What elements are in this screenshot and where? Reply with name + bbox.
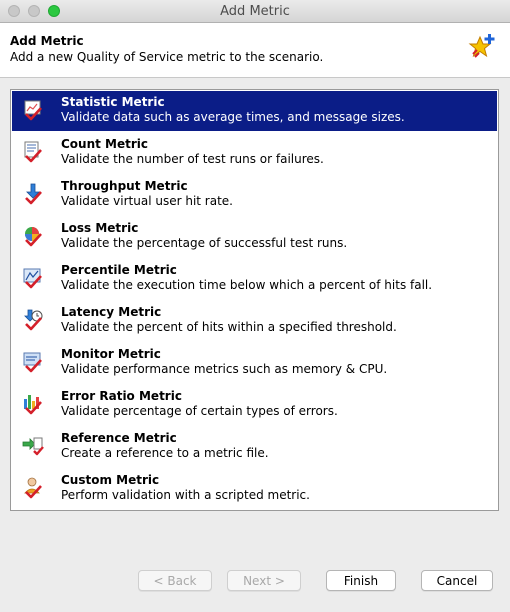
latency-clock-icon <box>22 309 44 331</box>
list-item-latency-metric[interactable] <box>12 301 497 341</box>
count-list-icon <box>22 141 44 163</box>
list-item-reference-metric[interactable] <box>12 427 497 467</box>
list-item-monitor-metric[interactable] <box>12 343 497 383</box>
metric-name: Error Ratio Metric <box>61 389 182 403</box>
statistic-chart-icon <box>22 99 44 121</box>
metric-name: Custom Metric <box>61 473 160 487</box>
error-ratio-bars-icon <box>22 393 44 415</box>
throughput-arrow-icon <box>22 183 44 205</box>
metric-description: Validate the percent of hits within a specified threshold. <box>61 320 397 334</box>
header-subtitle: Add a new Quality of Service metric to the scenario. <box>10 50 324 64</box>
finish-button[interactable]: Finish <box>326 570 396 591</box>
loss-pie-icon <box>22 225 44 247</box>
reference-link-icon <box>22 435 44 457</box>
metric-name: Percentile Metric <box>61 263 177 277</box>
custom-user-icon <box>22 477 44 499</box>
wizard-header <box>0 23 510 78</box>
metric-type-list[interactable] <box>10 89 499 511</box>
list-item-percentile-metric[interactable] <box>12 259 497 299</box>
list-item-throughput-metric[interactable] <box>12 175 497 215</box>
header-title: Add Metric <box>10 34 84 48</box>
metric-description: Validate percentage of certain types of errors. <box>61 404 338 418</box>
metric-description: Validate virtual user hit rate. <box>61 194 233 208</box>
metric-description: Validate data such as average times, and message sizes. <box>61 110 405 124</box>
metric-description: Validate the execution time below which a percent of hits fall. <box>61 278 433 292</box>
window-title: Add Metric <box>220 4 290 19</box>
metric-description: Validate the number of test runs or failures. <box>61 152 324 166</box>
back-button[interactable]: < Back <box>138 570 212 591</box>
title-bar[interactable] <box>0 0 510 23</box>
metric-description: Perform validation with a scripted metric. <box>61 488 310 502</box>
cancel-button[interactable]: Cancel <box>421 570 493 591</box>
metric-name: Loss Metric <box>61 221 139 235</box>
metric-name: Count Metric <box>61 137 149 151</box>
next-button[interactable]: Next > <box>227 570 301 591</box>
list-item-statistic-metric[interactable] <box>12 91 497 131</box>
metric-name: Statistic Metric <box>61 95 165 109</box>
percentile-chart-icon <box>22 267 44 289</box>
list-item-count-metric[interactable] <box>12 133 497 173</box>
metric-name: Latency Metric <box>61 305 162 319</box>
list-item-error-ratio-metric[interactable] <box>12 385 497 425</box>
metric-name: Monitor Metric <box>61 347 161 361</box>
list-item-loss-metric[interactable] <box>12 217 497 257</box>
metric-name: Reference Metric <box>61 431 177 445</box>
metric-name: Throughput Metric <box>61 179 188 193</box>
metric-description: Validate performance metrics such as memory & CPU. <box>61 362 388 376</box>
metric-description: Validate the percentage of successful test runs. <box>61 236 348 250</box>
star-add-icon <box>468 33 496 61</box>
metric-description: Create a reference to a metric file. <box>61 446 269 460</box>
list-item-custom-metric[interactable] <box>12 469 497 509</box>
monitor-screen-icon <box>22 351 44 373</box>
